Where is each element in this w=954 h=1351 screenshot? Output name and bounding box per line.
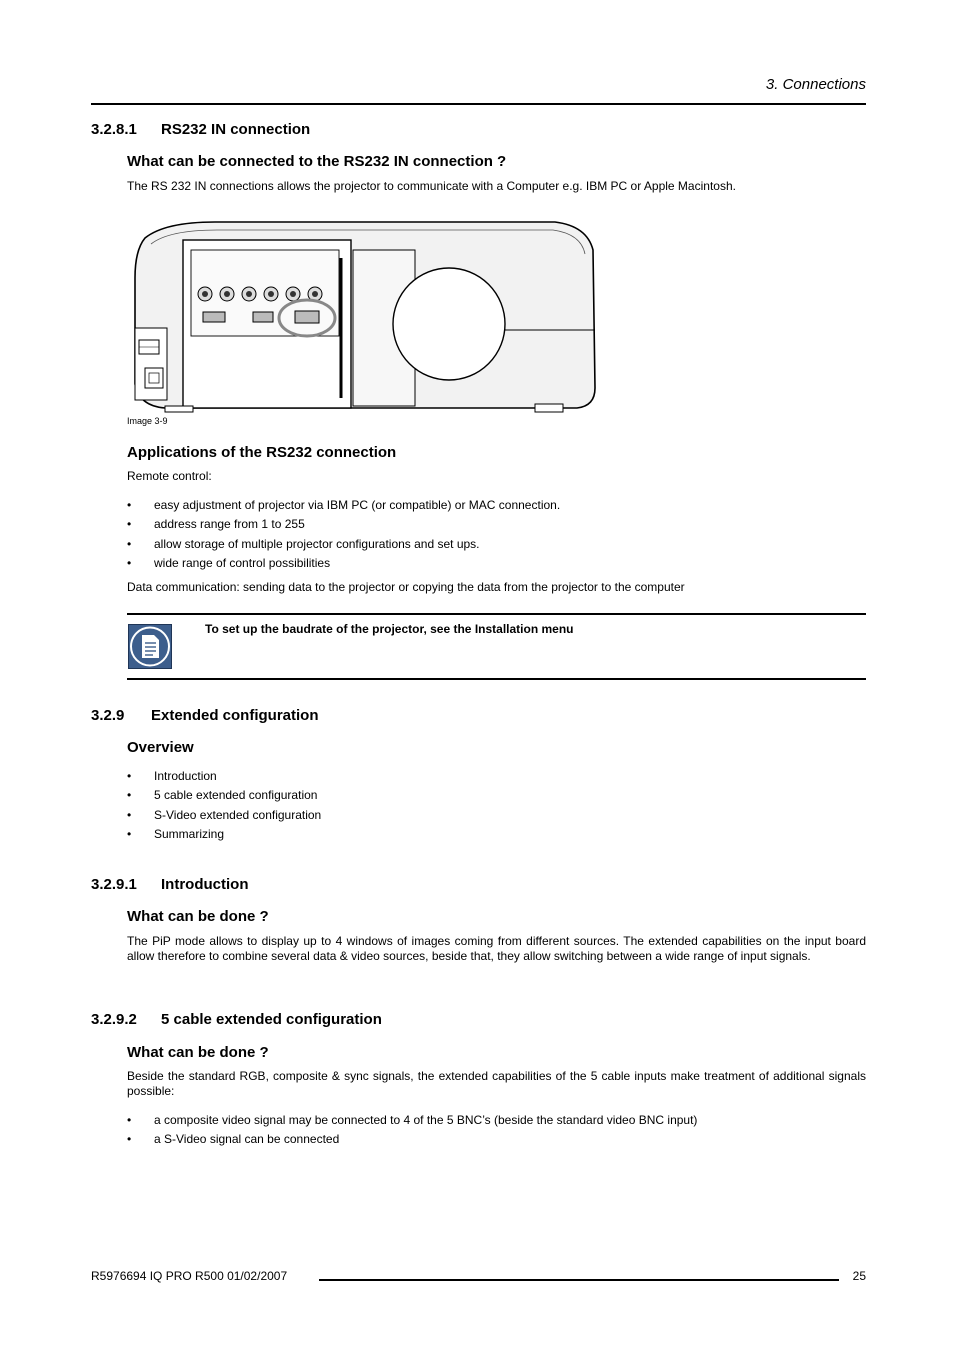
paragraph: Remote control: (127, 469, 212, 483)
list-item (127, 786, 321, 805)
bullet-marker: • (127, 1132, 132, 1147)
subheading: Overview (127, 739, 194, 756)
bullet-list (127, 496, 560, 573)
section-heading (91, 876, 248, 893)
bullet-list (127, 767, 321, 844)
chapter-header: 3. Connections (765, 76, 866, 93)
list-item-text: easy adjustment of projector via IBM PC (or compatible) or MAC connection. (154, 498, 561, 512)
subheading: What can be done ? (127, 908, 269, 925)
paragraph: The RS 232 IN connections allows the projector to communicate with a Computer e.g. IBM PC or Apple Macintosh. (127, 179, 736, 193)
bullet-marker: • (127, 536, 132, 551)
note-icon (128, 624, 172, 669)
subheading: Applications of the RS232 connection (127, 444, 397, 461)
header-rule (91, 103, 866, 105)
bullet-list (127, 1111, 697, 1150)
section-number: 3.2.9.1 (91, 876, 137, 893)
list-item (127, 825, 321, 844)
list-item (127, 767, 321, 786)
list-item (127, 554, 560, 573)
projector-illustration (125, 218, 600, 414)
list-item-text: Introduction (154, 769, 217, 783)
list-item-text: S-Video extended configuration (154, 807, 322, 822)
bullet-marker: • (127, 498, 132, 512)
paragraph: Beside the standard RGB, composite & sync signals, the extended capabilities of the 5 cable inputs make treatment of additional signals possible: (127, 1069, 866, 1098)
paragraph: Data communication: sending data to the projector or copying the data from the projector to the computer (127, 580, 685, 594)
list-item-text: allow storage of multiple projector configurations and set ups. (154, 536, 480, 551)
list-item (127, 806, 321, 825)
subheading: What can be connected to the RS232 IN connection ? (127, 153, 507, 170)
bullet-marker: • (127, 1113, 132, 1127)
section-number: 3.2.9 (91, 707, 125, 724)
list-item-text: a composite video signal may be connected to 4 of the 5 BNC’s (beside the standard video BNC input) (154, 1113, 698, 1127)
bullet-marker: • (127, 826, 132, 841)
list-item (127, 496, 560, 515)
subheading: What can be done ? (127, 1044, 269, 1061)
bullet-marker: • (127, 807, 132, 822)
paragraph: The PiP mode allows to display up to 4 windows of images coming from different sources. The extended capabilities on the input board allow therefore to combine several data & video sources, beside that, they allow switching between a wide range of input signals. (127, 934, 866, 963)
page-number: 25 (852, 1269, 866, 1283)
figure-caption: Image 3-9 (127, 416, 168, 426)
list-item-text: a S-Video signal can be connected (154, 1132, 340, 1147)
section-number: 3.2.8.1 (91, 121, 137, 138)
section-title: Extended configuration (151, 707, 319, 724)
list-item (127, 515, 560, 534)
section-heading (91, 1011, 382, 1028)
section-title: Introduction (161, 876, 249, 893)
list-item-text: wide range of control possibilities (154, 555, 331, 570)
section-heading (91, 707, 319, 724)
section-number: 3.2.9.2 (91, 1011, 137, 1028)
note-text: To set up the baudrate of the projector, see the Installation menu (205, 622, 574, 636)
bullet-marker: • (127, 517, 132, 532)
section-heading (91, 121, 310, 138)
list-item-text: address range from 1 to 255 (154, 517, 305, 532)
list-item (127, 535, 560, 554)
note-bottom-rule (127, 678, 866, 680)
bullet-marker: • (127, 788, 132, 803)
list-item (127, 1111, 697, 1130)
note-top-rule (127, 613, 866, 615)
footer-rule (319, 1279, 839, 1281)
section-title: RS232 IN connection (161, 121, 311, 138)
bullet-marker: • (127, 769, 132, 783)
footer-doc-info: R5976694 IQ PRO R500 01/02/2007 (91, 1269, 288, 1283)
section-title: 5 cable extended configuration (161, 1011, 382, 1028)
list-item-text: Summarizing (154, 826, 225, 841)
bullet-marker: • (127, 555, 132, 570)
list-item (127, 1130, 697, 1149)
list-item-text: 5 cable extended configuration (154, 788, 318, 803)
